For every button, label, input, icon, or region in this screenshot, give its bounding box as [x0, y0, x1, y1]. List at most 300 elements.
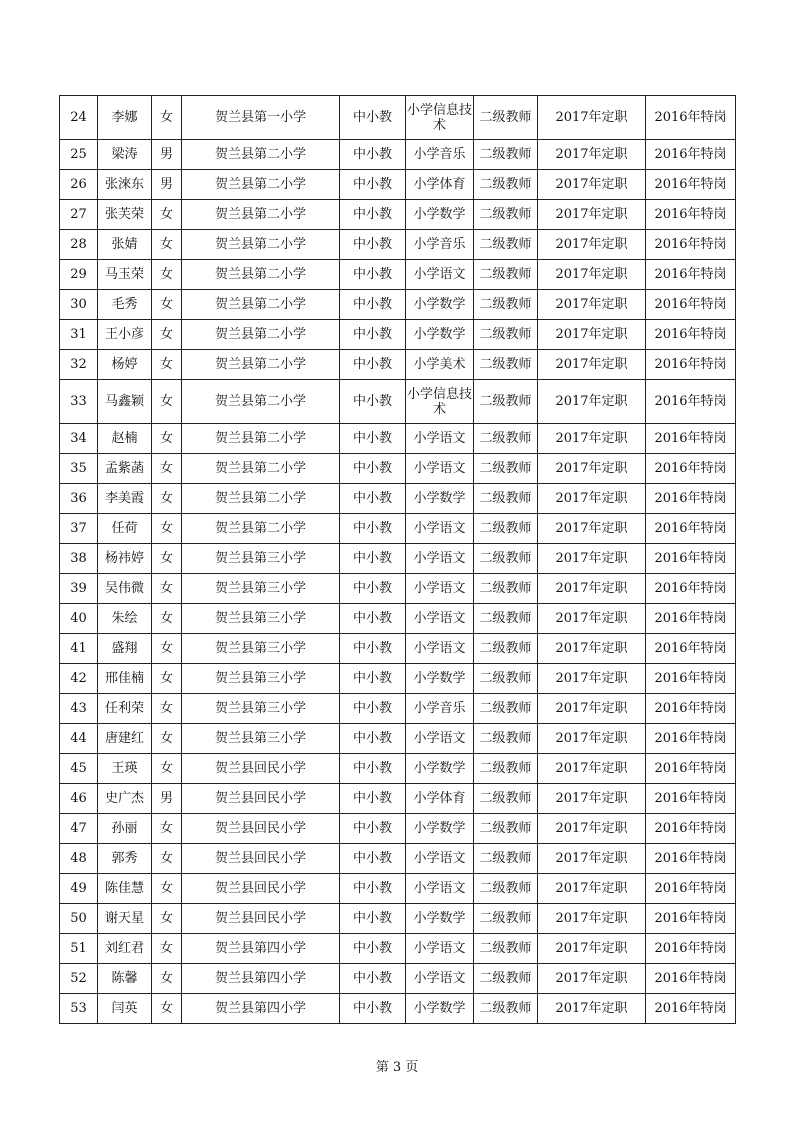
table-row — [60, 814, 736, 844]
gender-cell: 女 — [152, 260, 182, 290]
rank-cell: 二级教师 — [474, 230, 538, 260]
table-row — [60, 964, 736, 994]
school-cell: 贺兰县第二小学 — [182, 514, 340, 544]
special-post-cell: 2016年特岗 — [646, 260, 736, 290]
name-cell: 邢佳楠 — [98, 664, 152, 694]
school-cell: 贺兰县回民小学 — [182, 844, 340, 874]
rank-cell: 二级教师 — [474, 454, 538, 484]
name-cell: 陈佳慧 — [98, 874, 152, 904]
table-row — [60, 320, 736, 350]
row-number-cell: 39 — [60, 574, 98, 604]
gender-cell: 女 — [152, 904, 182, 934]
gender-cell: 女 — [152, 964, 182, 994]
table-row — [60, 694, 736, 724]
row-number-cell: 47 — [60, 814, 98, 844]
rank-cell: 二级教师 — [474, 994, 538, 1024]
table-row — [60, 140, 736, 170]
name-cell: 孙丽 — [98, 814, 152, 844]
special-post-cell: 2016年特岗 — [646, 380, 736, 424]
row-number-cell: 53 — [60, 994, 98, 1024]
row-number-cell: 49 — [60, 874, 98, 904]
school-cell: 贺兰县第二小学 — [182, 454, 340, 484]
name-cell: 张婧 — [98, 230, 152, 260]
category-cell: 中小教 — [340, 380, 406, 424]
name-cell: 任利荣 — [98, 694, 152, 724]
subject-cell: 小学语文 — [406, 724, 474, 754]
school-cell: 贺兰县第四小学 — [182, 994, 340, 1024]
appointment-year-cell: 2017年定职 — [538, 424, 646, 454]
subject-cell: 小学体育 — [406, 784, 474, 814]
table-row — [60, 260, 736, 290]
special-post-cell: 2016年特岗 — [646, 994, 736, 1024]
gender-cell: 女 — [152, 350, 182, 380]
name-cell: 王瑛 — [98, 754, 152, 784]
rank-cell: 二级教师 — [474, 380, 538, 424]
row-number-cell: 33 — [60, 380, 98, 424]
appointment-year-cell: 2017年定职 — [538, 514, 646, 544]
personnel-table — [59, 95, 736, 1024]
subject-cell: 小学数学 — [406, 484, 474, 514]
table-row — [60, 844, 736, 874]
special-post-cell: 2016年特岗 — [646, 484, 736, 514]
name-cell: 孟紫菡 — [98, 454, 152, 484]
special-post-cell: 2016年特岗 — [646, 424, 736, 454]
special-post-cell: 2016年特岗 — [646, 514, 736, 544]
page-footer: 第 3 页 — [375, 1060, 419, 1075]
category-cell: 中小教 — [340, 784, 406, 814]
subject-cell: 小学美术 — [406, 350, 474, 380]
gender-cell: 女 — [152, 604, 182, 634]
name-cell: 张淶东 — [98, 170, 152, 200]
rank-cell: 二级教师 — [474, 604, 538, 634]
special-post-cell: 2016年特岗 — [646, 290, 736, 320]
gender-cell: 女 — [152, 320, 182, 350]
table-row — [60, 664, 736, 694]
rank-cell: 二级教师 — [474, 634, 538, 664]
gender-cell: 男 — [152, 784, 182, 814]
name-cell: 史广杰 — [98, 784, 152, 814]
gender-cell: 女 — [152, 544, 182, 574]
table-row — [60, 874, 736, 904]
subject-cell: 小学语文 — [406, 544, 474, 574]
gender-cell: 女 — [152, 754, 182, 784]
gender-cell: 女 — [152, 424, 182, 454]
table-row — [60, 754, 736, 784]
appointment-year-cell: 2017年定职 — [538, 290, 646, 320]
subject-cell: 小学语文 — [406, 934, 474, 964]
category-cell: 中小教 — [340, 350, 406, 380]
category-cell: 中小教 — [340, 934, 406, 964]
table-body — [60, 96, 736, 1024]
rank-cell: 二级教师 — [474, 904, 538, 934]
appointment-year-cell: 2017年定职 — [538, 484, 646, 514]
category-cell: 中小教 — [340, 694, 406, 724]
name-cell: 赵楠 — [98, 424, 152, 454]
school-cell: 贺兰县第二小学 — [182, 260, 340, 290]
school-cell: 贺兰县第三小学 — [182, 724, 340, 754]
school-cell: 贺兰县回民小学 — [182, 904, 340, 934]
gender-cell: 女 — [152, 934, 182, 964]
rank-cell: 二级教师 — [474, 170, 538, 200]
row-number-cell: 28 — [60, 230, 98, 260]
gender-cell: 女 — [152, 724, 182, 754]
rank-cell: 二级教师 — [474, 514, 538, 544]
name-cell: 梁涛 — [98, 140, 152, 170]
category-cell: 中小教 — [340, 814, 406, 844]
rank-cell: 二级教师 — [474, 260, 538, 290]
special-post-cell: 2016年特岗 — [646, 200, 736, 230]
subject-cell: 小学数学 — [406, 814, 474, 844]
category-cell: 中小教 — [340, 290, 406, 320]
table-row — [60, 96, 736, 140]
row-number-cell: 25 — [60, 140, 98, 170]
appointment-year-cell: 2017年定职 — [538, 904, 646, 934]
special-post-cell: 2016年特岗 — [646, 604, 736, 634]
special-post-cell: 2016年特岗 — [646, 814, 736, 844]
category-cell: 中小教 — [340, 664, 406, 694]
name-cell: 毛秀 — [98, 290, 152, 320]
school-cell: 贺兰县第三小学 — [182, 574, 340, 604]
appointment-year-cell: 2017年定职 — [538, 544, 646, 574]
name-cell: 任荷 — [98, 514, 152, 544]
row-number-cell: 43 — [60, 694, 98, 724]
row-number-cell: 30 — [60, 290, 98, 320]
gender-cell: 女 — [152, 230, 182, 260]
gender-cell: 女 — [152, 96, 182, 140]
subject-cell: 小学音乐 — [406, 230, 474, 260]
table-row — [60, 544, 736, 574]
category-cell: 中小教 — [340, 964, 406, 994]
row-number-cell: 44 — [60, 724, 98, 754]
special-post-cell: 2016年特岗 — [646, 964, 736, 994]
special-post-cell: 2016年特岗 — [646, 694, 736, 724]
rank-cell: 二级教师 — [474, 140, 538, 170]
special-post-cell: 2016年特岗 — [646, 350, 736, 380]
gender-cell: 女 — [152, 514, 182, 544]
subject-cell: 小学数学 — [406, 320, 474, 350]
subject-cell: 小学语文 — [406, 604, 474, 634]
category-cell: 中小教 — [340, 140, 406, 170]
gender-cell: 女 — [152, 380, 182, 424]
row-number-cell: 37 — [60, 514, 98, 544]
appointment-year-cell: 2017年定职 — [538, 574, 646, 604]
gender-cell: 女 — [152, 994, 182, 1024]
appointment-year-cell: 2017年定职 — [538, 964, 646, 994]
rank-cell: 二级教师 — [474, 544, 538, 574]
special-post-cell: 2016年特岗 — [646, 170, 736, 200]
table-row — [60, 574, 736, 604]
category-cell: 中小教 — [340, 904, 406, 934]
table-row — [60, 230, 736, 260]
subject-cell: 小学语文 — [406, 514, 474, 544]
table-row — [60, 350, 736, 380]
category-cell: 中小教 — [340, 724, 406, 754]
appointment-year-cell: 2017年定职 — [538, 260, 646, 290]
special-post-cell: 2016年特岗 — [646, 574, 736, 604]
school-cell: 贺兰县第二小学 — [182, 140, 340, 170]
rank-cell: 二级教师 — [474, 784, 538, 814]
school-cell: 贺兰县第二小学 — [182, 484, 340, 514]
row-number-cell: 24 — [60, 96, 98, 140]
school-cell: 贺兰县第三小学 — [182, 634, 340, 664]
name-cell: 李娜 — [98, 96, 152, 140]
rank-cell: 二级教师 — [474, 964, 538, 994]
subject-cell: 小学数学 — [406, 754, 474, 784]
rank-cell: 二级教师 — [474, 844, 538, 874]
appointment-year-cell: 2017年定职 — [538, 604, 646, 634]
name-cell: 刘红君 — [98, 934, 152, 964]
table-row — [60, 604, 736, 634]
category-cell: 中小教 — [340, 634, 406, 664]
special-post-cell: 2016年特岗 — [646, 664, 736, 694]
school-cell: 贺兰县第四小学 — [182, 934, 340, 964]
appointment-year-cell: 2017年定职 — [538, 784, 646, 814]
table-row — [60, 724, 736, 754]
name-cell: 陈馨 — [98, 964, 152, 994]
table-row — [60, 424, 736, 454]
row-number-cell: 27 — [60, 200, 98, 230]
name-cell: 王小彦 — [98, 320, 152, 350]
subject-cell: 小学信息技术 — [406, 380, 474, 424]
row-number-cell: 26 — [60, 170, 98, 200]
rank-cell: 二级教师 — [474, 814, 538, 844]
name-cell: 张芙荣 — [98, 200, 152, 230]
special-post-cell: 2016年特岗 — [646, 320, 736, 350]
category-cell: 中小教 — [340, 994, 406, 1024]
appointment-year-cell: 2017年定职 — [538, 934, 646, 964]
row-number-cell: 50 — [60, 904, 98, 934]
school-cell: 贺兰县第三小学 — [182, 544, 340, 574]
appointment-year-cell: 2017年定职 — [538, 664, 646, 694]
rank-cell: 二级教师 — [474, 484, 538, 514]
subject-cell: 小学语文 — [406, 634, 474, 664]
row-number-cell: 41 — [60, 634, 98, 664]
table-row — [60, 634, 736, 664]
rank-cell: 二级教师 — [474, 290, 538, 320]
row-number-cell: 42 — [60, 664, 98, 694]
name-cell: 马玉荣 — [98, 260, 152, 290]
category-cell: 中小教 — [340, 544, 406, 574]
category-cell: 中小教 — [340, 754, 406, 784]
gender-cell: 女 — [152, 844, 182, 874]
row-number-cell: 32 — [60, 350, 98, 380]
appointment-year-cell: 2017年定职 — [538, 230, 646, 260]
table-row — [60, 994, 736, 1024]
rank-cell: 二级教师 — [474, 350, 538, 380]
table-row — [60, 934, 736, 964]
school-cell: 贺兰县第二小学 — [182, 170, 340, 200]
category-cell: 中小教 — [340, 320, 406, 350]
appointment-year-cell: 2017年定职 — [538, 754, 646, 784]
rank-cell: 二级教师 — [474, 320, 538, 350]
gender-cell: 女 — [152, 484, 182, 514]
school-cell: 贺兰县回民小学 — [182, 754, 340, 784]
subject-cell: 小学音乐 — [406, 140, 474, 170]
name-cell: 李美霞 — [98, 484, 152, 514]
appointment-year-cell: 2017年定职 — [538, 874, 646, 904]
school-cell: 贺兰县回民小学 — [182, 784, 340, 814]
special-post-cell: 2016年特岗 — [646, 230, 736, 260]
appointment-year-cell: 2017年定职 — [538, 96, 646, 140]
name-cell: 吴伟微 — [98, 574, 152, 604]
row-number-cell: 51 — [60, 934, 98, 964]
subject-cell: 小学音乐 — [406, 694, 474, 724]
category-cell: 中小教 — [340, 454, 406, 484]
table-row — [60, 784, 736, 814]
category-cell: 中小教 — [340, 424, 406, 454]
category-cell: 中小教 — [340, 844, 406, 874]
special-post-cell: 2016年特岗 — [646, 754, 736, 784]
row-number-cell: 31 — [60, 320, 98, 350]
category-cell: 中小教 — [340, 170, 406, 200]
row-number-cell: 35 — [60, 454, 98, 484]
subject-cell: 小学数学 — [406, 290, 474, 320]
school-cell: 贺兰县第二小学 — [182, 200, 340, 230]
rank-cell: 二级教师 — [474, 694, 538, 724]
subject-cell: 小学语文 — [406, 260, 474, 290]
special-post-cell: 2016年特岗 — [646, 904, 736, 934]
gender-cell: 女 — [152, 694, 182, 724]
gender-cell: 女 — [152, 200, 182, 230]
special-post-cell: 2016年特岗 — [646, 934, 736, 964]
appointment-year-cell: 2017年定职 — [538, 140, 646, 170]
table-row — [60, 290, 736, 320]
row-number-cell: 29 — [60, 260, 98, 290]
name-cell: 盛翔 — [98, 634, 152, 664]
special-post-cell: 2016年特岗 — [646, 96, 736, 140]
rank-cell: 二级教师 — [474, 96, 538, 140]
subject-cell: 小学数学 — [406, 904, 474, 934]
gender-cell: 女 — [152, 664, 182, 694]
subject-cell: 小学数学 — [406, 664, 474, 694]
school-cell: 贺兰县第三小学 — [182, 664, 340, 694]
category-cell: 中小教 — [340, 514, 406, 544]
school-cell: 贺兰县第四小学 — [182, 964, 340, 994]
subject-cell: 小学语文 — [406, 574, 474, 604]
category-cell: 中小教 — [340, 604, 406, 634]
name-cell: 唐建红 — [98, 724, 152, 754]
gender-cell: 男 — [152, 170, 182, 200]
subject-cell: 小学语文 — [406, 964, 474, 994]
gender-cell: 女 — [152, 574, 182, 604]
category-cell: 中小教 — [340, 230, 406, 260]
school-cell: 贺兰县第二小学 — [182, 424, 340, 454]
special-post-cell: 2016年特岗 — [646, 784, 736, 814]
school-cell: 贺兰县第二小学 — [182, 380, 340, 424]
school-cell: 贺兰县第三小学 — [182, 694, 340, 724]
rank-cell: 二级教师 — [474, 574, 538, 604]
subject-cell: 小学体育 — [406, 170, 474, 200]
school-cell: 贺兰县第二小学 — [182, 320, 340, 350]
subject-cell: 小学语文 — [406, 454, 474, 484]
special-post-cell: 2016年特岗 — [646, 634, 736, 664]
school-cell: 贺兰县第一小学 — [182, 96, 340, 140]
row-number-cell: 34 — [60, 424, 98, 454]
gender-cell: 女 — [152, 814, 182, 844]
rank-cell: 二级教师 — [474, 754, 538, 784]
school-cell: 贺兰县第二小学 — [182, 290, 340, 320]
subject-cell: 小学数学 — [406, 994, 474, 1024]
appointment-year-cell: 2017年定职 — [538, 844, 646, 874]
row-number-cell: 45 — [60, 754, 98, 784]
name-cell: 闫英 — [98, 994, 152, 1024]
gender-cell: 女 — [152, 634, 182, 664]
school-cell: 贺兰县第二小学 — [182, 350, 340, 380]
category-cell: 中小教 — [340, 484, 406, 514]
appointment-year-cell: 2017年定职 — [538, 724, 646, 754]
row-number-cell: 48 — [60, 844, 98, 874]
special-post-cell: 2016年特岗 — [646, 544, 736, 574]
gender-cell: 男 — [152, 140, 182, 170]
appointment-year-cell: 2017年定职 — [538, 350, 646, 380]
rank-cell: 二级教师 — [474, 200, 538, 230]
name-cell: 谢天星 — [98, 904, 152, 934]
subject-cell: 小学数学 — [406, 200, 474, 230]
table-row — [60, 514, 736, 544]
gender-cell: 女 — [152, 874, 182, 904]
table-row — [60, 170, 736, 200]
appointment-year-cell: 2017年定职 — [538, 380, 646, 424]
rank-cell: 二级教师 — [474, 934, 538, 964]
name-cell: 马鑫颖 — [98, 380, 152, 424]
school-cell: 贺兰县第三小学 — [182, 604, 340, 634]
appointment-year-cell: 2017年定职 — [538, 454, 646, 484]
appointment-year-cell: 2017年定职 — [538, 320, 646, 350]
rank-cell: 二级教师 — [474, 874, 538, 904]
appointment-year-cell: 2017年定职 — [538, 170, 646, 200]
category-cell: 中小教 — [340, 96, 406, 140]
special-post-cell: 2016年特岗 — [646, 140, 736, 170]
appointment-year-cell: 2017年定职 — [538, 634, 646, 664]
special-post-cell: 2016年特岗 — [646, 874, 736, 904]
school-cell: 贺兰县回民小学 — [182, 874, 340, 904]
subject-cell: 小学信息技术 — [406, 96, 474, 140]
category-cell: 中小教 — [340, 260, 406, 290]
name-cell: 郭秀 — [98, 844, 152, 874]
rank-cell: 二级教师 — [474, 724, 538, 754]
rank-cell: 二级教师 — [474, 424, 538, 454]
school-cell: 贺兰县第二小学 — [182, 230, 340, 260]
special-post-cell: 2016年特岗 — [646, 724, 736, 754]
gender-cell: 女 — [152, 454, 182, 484]
table-row — [60, 200, 736, 230]
appointment-year-cell: 2017年定职 — [538, 814, 646, 844]
gender-cell: 女 — [152, 290, 182, 320]
table-row — [60, 454, 736, 484]
appointment-year-cell: 2017年定职 — [538, 694, 646, 724]
row-number-cell: 40 — [60, 604, 98, 634]
name-cell: 朱绘 — [98, 604, 152, 634]
category-cell: 中小教 — [340, 874, 406, 904]
name-cell: 杨婷 — [98, 350, 152, 380]
row-number-cell: 52 — [60, 964, 98, 994]
school-cell: 贺兰县回民小学 — [182, 814, 340, 844]
appointment-year-cell: 2017年定职 — [538, 994, 646, 1024]
name-cell: 杨祎婷 — [98, 544, 152, 574]
subject-cell: 小学语文 — [406, 874, 474, 904]
table-row — [60, 904, 736, 934]
subject-cell: 小学语文 — [406, 844, 474, 874]
row-number-cell: 46 — [60, 784, 98, 814]
rank-cell: 二级教师 — [474, 664, 538, 694]
row-number-cell: 38 — [60, 544, 98, 574]
table-row — [60, 380, 736, 424]
category-cell: 中小教 — [340, 574, 406, 604]
special-post-cell: 2016年特岗 — [646, 844, 736, 874]
subject-cell: 小学语文 — [406, 424, 474, 454]
special-post-cell: 2016年特岗 — [646, 454, 736, 484]
table-row — [60, 484, 736, 514]
